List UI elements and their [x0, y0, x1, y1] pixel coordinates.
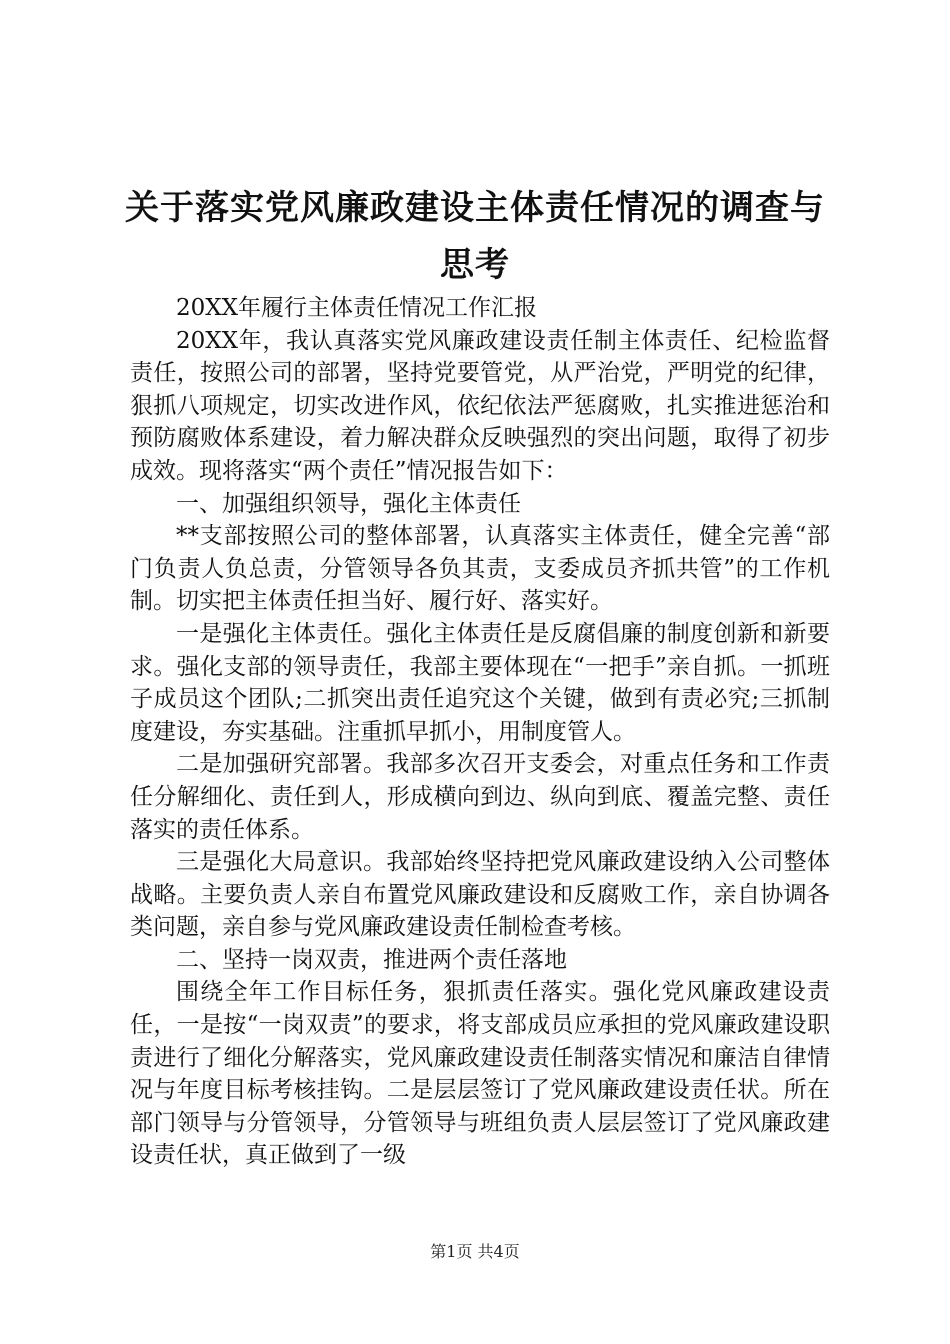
body-paragraph: **支部按照公司的整体部署，认真落实主体责任，健全完善“部门负责人负总责，分管领导各负其责，支委成员齐抓共管”的工作机制。切实把主体责任担当好、履行好、落实好。	[130, 523, 830, 615]
document-title-line-1: 关于落实党风廉政建设主体责任情况的调查与	[125, 188, 825, 228]
body-paragraph: 三是强化大局意识。我部始终坚持把党风廉政建设纳入公司整体战略。主要负责人亲自布置党风廉政建设和反腐败工作，亲自协调各类问题，亲自参与党风廉政建设责任制检查考核。	[130, 849, 830, 941]
section-heading: 一、加强组织领导，强化主体责任	[176, 490, 521, 517]
body-paragraph: 20XX年，我认真落实党风廉政建设责任制主体责任、纪检监督责任，按照公司的部署，坚持党要管党，从严治党，严明党的纪律，狠抓八项规定，切实改进作风，依纪依法严惩腐败，扎实推进惩治和预防腐败体系建设，着力解决群众反映强烈的突出问题，取得了初步成效。现将落实“两个责任”情况报告如下：	[130, 327, 830, 484]
document-body	[130, 292, 830, 1172]
report-subtitle: 20XX年履行主体责任情况工作汇报	[176, 295, 538, 321]
body-paragraph: 二是加强研究部署。我部多次召开支委会，对重点任务和工作责任分解细化、责任到人，形成横向到边、纵向到底、覆盖完整、责任落实的责任体系。	[130, 751, 830, 843]
section-heading: 二、坚持一岗双责，推进两个责任落地	[176, 946, 567, 973]
body-paragraph: 围绕全年工作目标任务，狠抓责任落实。强化党风廉政建设责任，一是按“一岗双责”的要求，将支部成员应承担的党风廉政建设职责进行了细化分解落实，党风廉政建设责任制落实情况和廉洁自律情况与年度目标考核挂钩。二是层层签订了党风廉政建设责任状。所在部门领导与分管领导，分管领导与班组负责人层层签订了党风廉政建设责任状，真正做到了一级	[130, 979, 830, 1169]
document-title-line-2: 思考	[440, 245, 510, 285]
page-number-footer: 第1页 共4页	[430, 1242, 520, 1261]
body-paragraph: 一是强化主体责任。强化主体责任是反腐倡廉的制度创新和新要求。强化支部的领导责任，我部主要体现在“一把手”亲自抓。一抓班子成员这个团队;二抓突出责任追究这个关键，做到有责必究;三抓制度建设，夯实基础。注重抓早抓小，用制度管人。	[130, 620, 830, 745]
